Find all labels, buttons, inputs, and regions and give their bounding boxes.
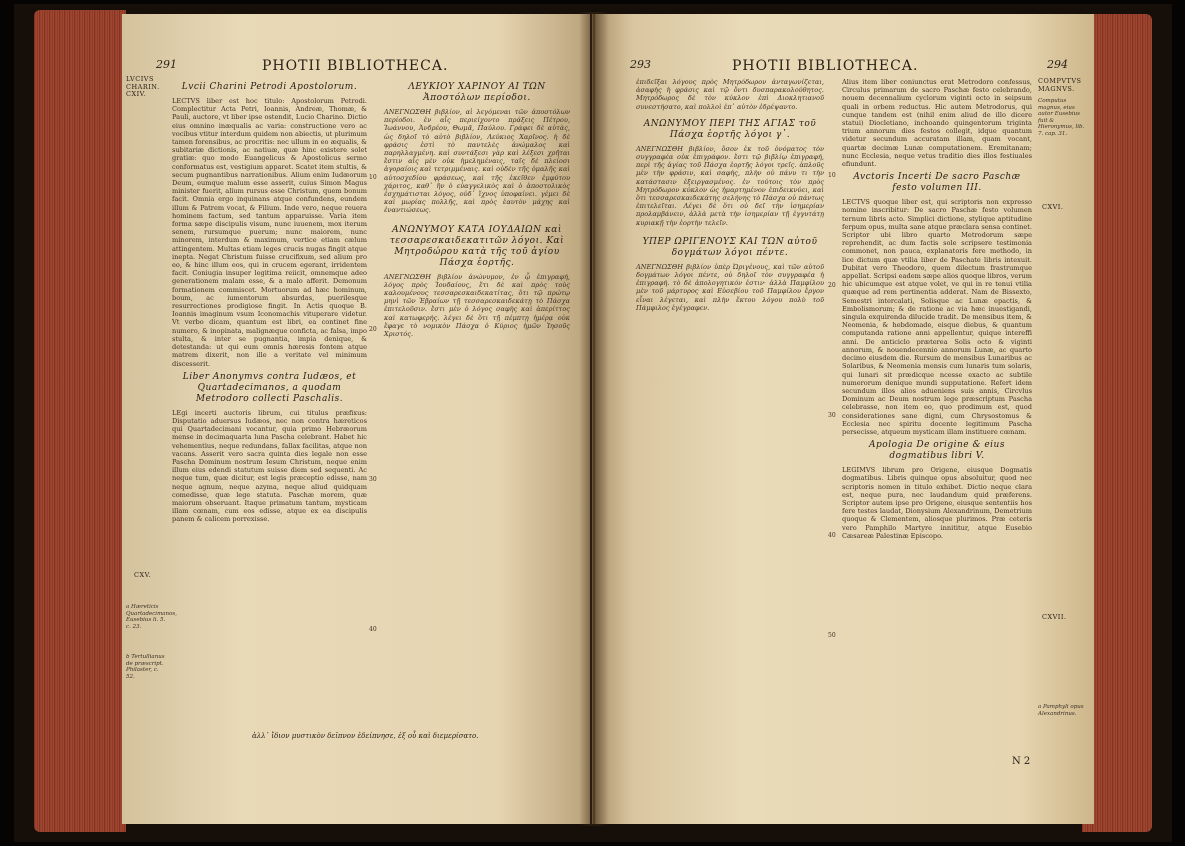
book-gutter [579, 12, 609, 826]
latin-body-2: LEgi incerti auctoris librum, cui titulus præfixus: Disputatio aduersus Iudæos, nec non contra hæreticos qui Quartadecimani vocantur, quia primo Hebræorum mense in decimaquarta luna Pascha celebrant. Habet hic vehementius, neque redundans, fallax facilitas, atque non vacans. Asserit vero sacra quinta dies legale non esse Pascha Dominum nostrum Iesum Christum, neque enim illum eius edendi statutum suisse diem sed sequenti. Ac neque tum, quæ dicitur, est legis præceptio edisse, nam neque agnum, neque azyma, neque aliud quidquam comedisse, quæ lege statuta. Paschæ morem, quæ maiorum obseruant. Itaque primatum tantum, mysticam illam cœnam, cum eos edisse, atque ex ea discipulis panem & calicem porrexisse. [172, 408, 367, 524]
latin-section-title-right-1: Avctoris Incerti De sacro Paschæ festo volumen III. [853, 172, 1021, 194]
greek-body-right-2: ΑΝΕΓΝΩΣΘΗ βιβλίον ὑπὲρ Ὠριγένους, καὶ τῶν αὐτοῦ δογμάτων λόγοι πέντε, οὐ δηλοῖ τὸν συγγραφέα ἡ ἐπιγραφή. τὸ δὲ ἀπολογητικόν ἐστιν· ἀλλὰ Παμφίλου μὲν τοῦ μάρτυρος καὶ Εὐσεβίου τοῦ Παμφίλου ἔργον εἶναι λέγεται, καὶ πλὴν ἕκτου λόγου πολὺ τοῦ Πάμφιλος ἐγέγραφεν. [636, 262, 824, 312]
left-margin-note-2: b Tertullianus de præscript. Philaster, c. 52. [126, 654, 165, 680]
latin-body-right-0: Alius item liber coniunctus erat Metrodoro confessus, Circulus primarum de sacro Paschæ festo celebrando, nouem decennalium cyclorum viginti octo in seipsum quali in orbem reductus. Hic autem Metrodorus, qui cunque tandem est (nihil enim aliud de illo dicere statui) Diocletiano, inchoando quingentorum triginta trium annorum dies festos collegit, idque quantum videtur secundum accuratam illam, quam vocant, quartæ decimæ Lunæ computationem. Eremitanam; nunc Ecclesia, neque vetus traditio dies illos festiuales efiundunt. [842, 78, 1032, 169]
line-number: 50 [828, 632, 836, 639]
greek-body-0: ἐπιδεῖξαι λόγους πρὸς Μητρόδωρον ἀνταγωνίζεται, ἀσαφὴς ἡ φράσις καὶ τῷ ὄντι δυσπαρακολούθητος. Μητρόδωρος δὲ τὸν κύκλον ἐπὶ Διοκλητιανοῦ συνεστήσατο, καὶ πολλοὶ ἐπ᾽ αὐτὸν ἐδρέψαντο. [636, 78, 824, 111]
greek-body-right-1: ΑΝΕΓΝΩΣΘΗ βιβλίον, ὅσον ἐκ τοῦ ὀνόματος τὸν συγγραφέα οὐκ ἐπιγράφον. ἔστι τῷ βιβλίῳ ἐπιγραφή, περὶ τῆς ἁγίας τοῦ Πάσχα ἑορτῆς λόγοι τρεῖς. ἁπλοῦς μὲν τὴν φράσιν, καὶ σαφὴς, πλὴν οὐ πάνυ τι τὴν κατάστασιν ἐξειργασμένος. ἐν τούτοις τὸν πρὸς Μητρόδωρον κύκλον ὡς ἡμαρτημένον ἐπιδεικνύει, καὶ ὅτι τεσσαρεσκαιδεκάτης σελήνης τὸ Πάσχα οὐ πάντως ἐπιτελεῖται. Λέγει δὲ ὅτι οὐ δεῖ τὴν ἰσημερίαν προλαμβάνειν, ἀλλὰ μετὰ τὴν ἰσημερίαν τῇ ἐγγυτάτῃ κυριακῇ τὴν ἑορτὴν τελεῖν. [636, 144, 824, 227]
greek-section-title-2: ΑΝΩΝΥΜΟΥ ΚΑΤΑ ΙΟΥΔΑΙΩΝ καὶ τεσσαρεσκαιδεκατιτῶν λόγοι. Καὶ Μητροδώρου κατὰ τῆς τοῦ ἁγίου Πάσχα ἑορτῆς. [389, 224, 565, 268]
right-margin-head-2: CXVI. [1042, 203, 1064, 211]
latin-column [172, 78, 367, 718]
greek-section-title-right-2: ΥΠΕΡ ΩΡΙΓΕΝΟΥΣ ΚΑΙ ΤΩΝ αὐτοῦ δογμάτων λόγοι πέντε. [642, 236, 818, 258]
line-number: 30 [828, 412, 836, 419]
latin-section-title-1: Lvcii Charini Petrodi Apostolorum. [181, 82, 358, 92]
signature-mark: N 2 [1012, 756, 1031, 767]
latin-body-right-1: LECTVS quoque liber est, qui scriptoris non expresso nomine inscribitur: De sacro Paschæ festo volumen ternum libris acto. Simplici dictione, stylique aptitudine ferpum opus, multa sane atque præclara sensa continet. Scriptor ubi libro quarto Metrodorum sæpe reprehendit, ac dum factis sole scripsere testimonia commonet, non pauca, explanatoris fere methodo, in lice dictum quæ vtilia liber de Paschate libris intexuit. Dubitat vero Theodoro, quem dilectum frastrumque appellat. Scripsi eadem sæpe alios quoque libros, verum hic ubicumque est atque volet, ve qui in re tenui vtilia quæque ad rem pertinentia adderat. Nam de Bissexto, Semestri intercalati, Solisque ac Lunæ epactis, & Embolismorum; & de ratione ac via hæc inuestigandi, singula exquirenda dilucide tradit. De mensibus item, & Neomenia, & hebdomade, eisque diebus, & quantum computanda ratione anni appellentur, quique intereffi anni. De anticiclo præterea Solis octo & viginti annorum, & nouendecennio annorum Lunæ, ac quarto decimo eiusdem die. Rursum de mensibus Lunaribus ac Solaribus, & Neomenia mensis cum lunaris tum solaris, qui lunari sit prædicque ncesse exacto ac subtile numerorum denique mundi supputatione. Refert idem secundum illos alios adueniens suis annis, Circvlus Dominum ac Deum nostrum lege præscriptum Pascha celebrasse, non item eo, quo prodimum est, quod considerationes sane digni, cum Chrysostomus & Ecclesia nec spiritu docente legitimum Pascha persecisse, atqueum mysticam illam instituere cœnam. [842, 198, 1032, 436]
greek-column [384, 78, 570, 718]
line-number: 40 [828, 532, 836, 539]
latin-body-right-2: LEGIMVS librum pro Origene, eiusque Dogmatis dogmatibus. Libris quinque opus absoluitur, quod nec scriptoris nomen in titulo exhibet. Dictio neque clara est, neque pura, nec laudandum quid præferens. Scriptor autem ipse pro Origene, eiusque sententiis hos fere testes laudat, Dionysium Alexandrinum, Demetrium quoque & Clementem, aliosque plurimos. Præ ceteris vero Pamphilo Martyre innititur, atque Eusebio Cæsareæ Palestinæ Episcopo. [842, 466, 1032, 540]
greek-body-1: ΑΝΕΓΝΩΣΘΗ βιβλίον, αἱ λεγόμεναι τῶν ἀποστόλων περίοδοι. ἐν αἷς περιείχοντο πράξεις Πέτρου, Ἰωάννου, Ἀνδρέου, Θωμᾶ, Παύλου. Γράφει δὲ αὐτὰς, ὡς δηλοῖ τὸ αὐτὸ βιβλίον, Λεύκιος Χαρῖνος. ἡ δὲ φράσις ἐστὶ τὸ παντελὲς ἀνώμαλος καὶ παρηλλαγμένη. καὶ συντάξεσι γὰρ καὶ λέξεσι χρῆται ἔστιν αἷς μὲν οὐκ ἠμελημέναις, ταῖς δὲ πλείοσι ἀγοραίοις καὶ τετριμμέναις. καὶ οὐδὲν τῆς ὁμαλῆς καὶ αὐτοσχεδίου φράσεως, καὶ τῆς ἐκεῖθεν ἐμφύτου χάριτος, καθ᾽ ἣν ὁ εὐαγγελικὸς καὶ ὁ ἀποστολικὸς ἐσχημάτισται λόγος, οὐδ᾽ ἴχνος ὑποφαίνει. γέμει δὲ καὶ μωρίας πολλῆς, καὶ πρὸς ἑαυτὸν μάχης καὶ ἐναντιώσεως. [384, 108, 570, 215]
greek-section-title-right-1: ΑΝΩΝΥΜΟΥ ΠΕΡΙ ΤΗΣ ΑΓΙΑΣ τοῦ Πάσχα ἑορτῆς λόγοι γ᾽. [643, 118, 817, 140]
left-page [122, 14, 590, 824]
latin-body-1: LECTVS liber est hoc titulo: Apostolorum Petrodi. Complectitur Acta Petri, Ioannis, Andreæ, Thomæ, & Pauli, auctore, vt liber ipse ostendit, Lucio Charino. Dictio eius omnino inæqualis ac varia: constructione vero ac vocibus vtitur interdum quidem non abiectis, ut plurimum tamen forensibus, ac procritis: nec ullum in eo æqualis, & subitariæ dictionis, ac natiuæ, quæ hinc existere solet gratiæ: quo modo Euangelicus & Apostolicus sermo conformatus est, vestigium apparet. Scatet item stultis, & secum pugnantibus narrationibus. Alium enim Iudæorum Deum, eumque malum esse asserit, cuius Simon Magus minister fuerit, alium rursus esse Christum, quem bonum facit. Omnia ergo inquinans atque confundens, eundem illum & Patrem vocat, & Filium. Inde vero, neque reuera hominem factum, sed tantum apparuisse. Varia item forma sæpe discipulis visum, nunc iuuenem, mox iterum senem, rursumque puerum; nunc maiorem, nunc minorem, interdum & maximum, vertice etiam cælum attingentem. Multas etiam leges crucis nugas fingit atque inepta. Negat Christum fuisse crucifixum, sed alium pro eo, & hinc illum eos, qui in crucem egerant, irridentem facit. Coniugia insuper legitima reiicit, omnemque adeo generationem malam esse, & a malo afferit. Demonum formationem commiscet. Mortuorum ad hæc hominum, boum, ac iumentorum absurdas, puerilesque resurrectiones prodigiose fingit. In Actis quoque B. Ioannis imaginum vsum Iconomachis vituperare videtur. Vt verbo dicam, quantum est libri, ea continet fine numero, & inopinata, malignæque conficta, ac falsa, impo stulta, & inter se pugnantia, impia denique, & detestanda: ut qui eum omnis hæresis fontem atque matrem dixerit, non ille a veritate vel minimum discesserit. [172, 97, 367, 368]
left-margin-note-1: a Hæreticis Quartadecimanos, Eusebius li. 5. c. 23. [126, 604, 177, 630]
greek-body-2: ΑΝΕΓΝΩΣΘΗ βιβλίον ἀνώνυμον, ἐν ᾧ ἐπιγραφή, λόγος πρὸς Ἰουδαίους, ἔτι δὲ καὶ πρὸς τοὺς καλουμένους τεσσαρεσκαιδεκατίτας, ὅτι τῷ πρώτῳ μηνὶ τῶν Ἑβραίων τῇ τεσσαρεσκαιδεκάτῃ τὸ Πάσχα ἐπιτελοῦσιν. ἔστι μὲν ὁ λόγος σαφὴς καὶ ἀπερίττος καὶ κατωφερής. λέγει δὲ ὅτι τῇ πέμπτῃ ἡμέρᾳ οὐκ ἔφαγε τὸ νομικὸν Πάσχα ὁ Κύριος ἡμῶν Ἰησοῦς Χριστός. [384, 272, 570, 339]
latin-section-title-right-2: Apologia De origine & eius dogmatibus libri V. [869, 440, 1005, 462]
left-running-head: PHOTII BIBLIOTHECA. [262, 58, 449, 74]
left-page-number: 291 [156, 58, 177, 71]
right-margin-head-1: COMPVTVS MAGNVS. [1038, 77, 1082, 93]
latin-section-title-2: Liber Anonymvs contra Iudæos, et Quartadecimanos, a quodam Metrodoro collecti Paschalis. [182, 371, 357, 404]
left-page-edges [34, 10, 126, 832]
latin-column-right [842, 78, 1032, 728]
right-margin-head-3: CXVII. [1042, 613, 1067, 621]
left-margin-head-2: CXV. [134, 571, 152, 579]
right-running-head: PHOTII BIBLIOTHECA. [732, 58, 919, 74]
line-number: 40 [369, 626, 377, 633]
right-greek-page-number: 293 [630, 58, 651, 71]
line-number: 30 [369, 476, 377, 483]
right-margin-note-1: Computus magnus, eius autor Eusebius fuit & Hieronymus, lib. 7. cap. 31. [1038, 98, 1085, 137]
left-margin-head: LVCIVS CHARIN. CXIV. [126, 75, 160, 98]
book-spread [14, 4, 1172, 842]
line-number: 20 [828, 282, 836, 289]
right-page [592, 14, 1094, 824]
right-margin-note-2: a Pamphyli opus Alexandrinus. [1038, 704, 1084, 717]
line-number: 10 [828, 172, 836, 179]
line-number: 20 [369, 326, 377, 333]
right-page-number: 294 [1047, 58, 1068, 71]
greek-section-title-1: ΛΕΥΚΙΟΥ ΧΑΡΙΝΟΥ ΑΙ ΤΩΝ Ἀποστόλων περίοδοι. [408, 82, 546, 103]
line-number: 10 [369, 174, 377, 181]
left-footline: ἀλλ᾽ ἴδιον μυστικὸν δεῖπνον ἐδείπνησε, ἐξ οὗ καὶ διεμερίσατο. [252, 732, 479, 740]
greek-column-right [636, 78, 824, 728]
